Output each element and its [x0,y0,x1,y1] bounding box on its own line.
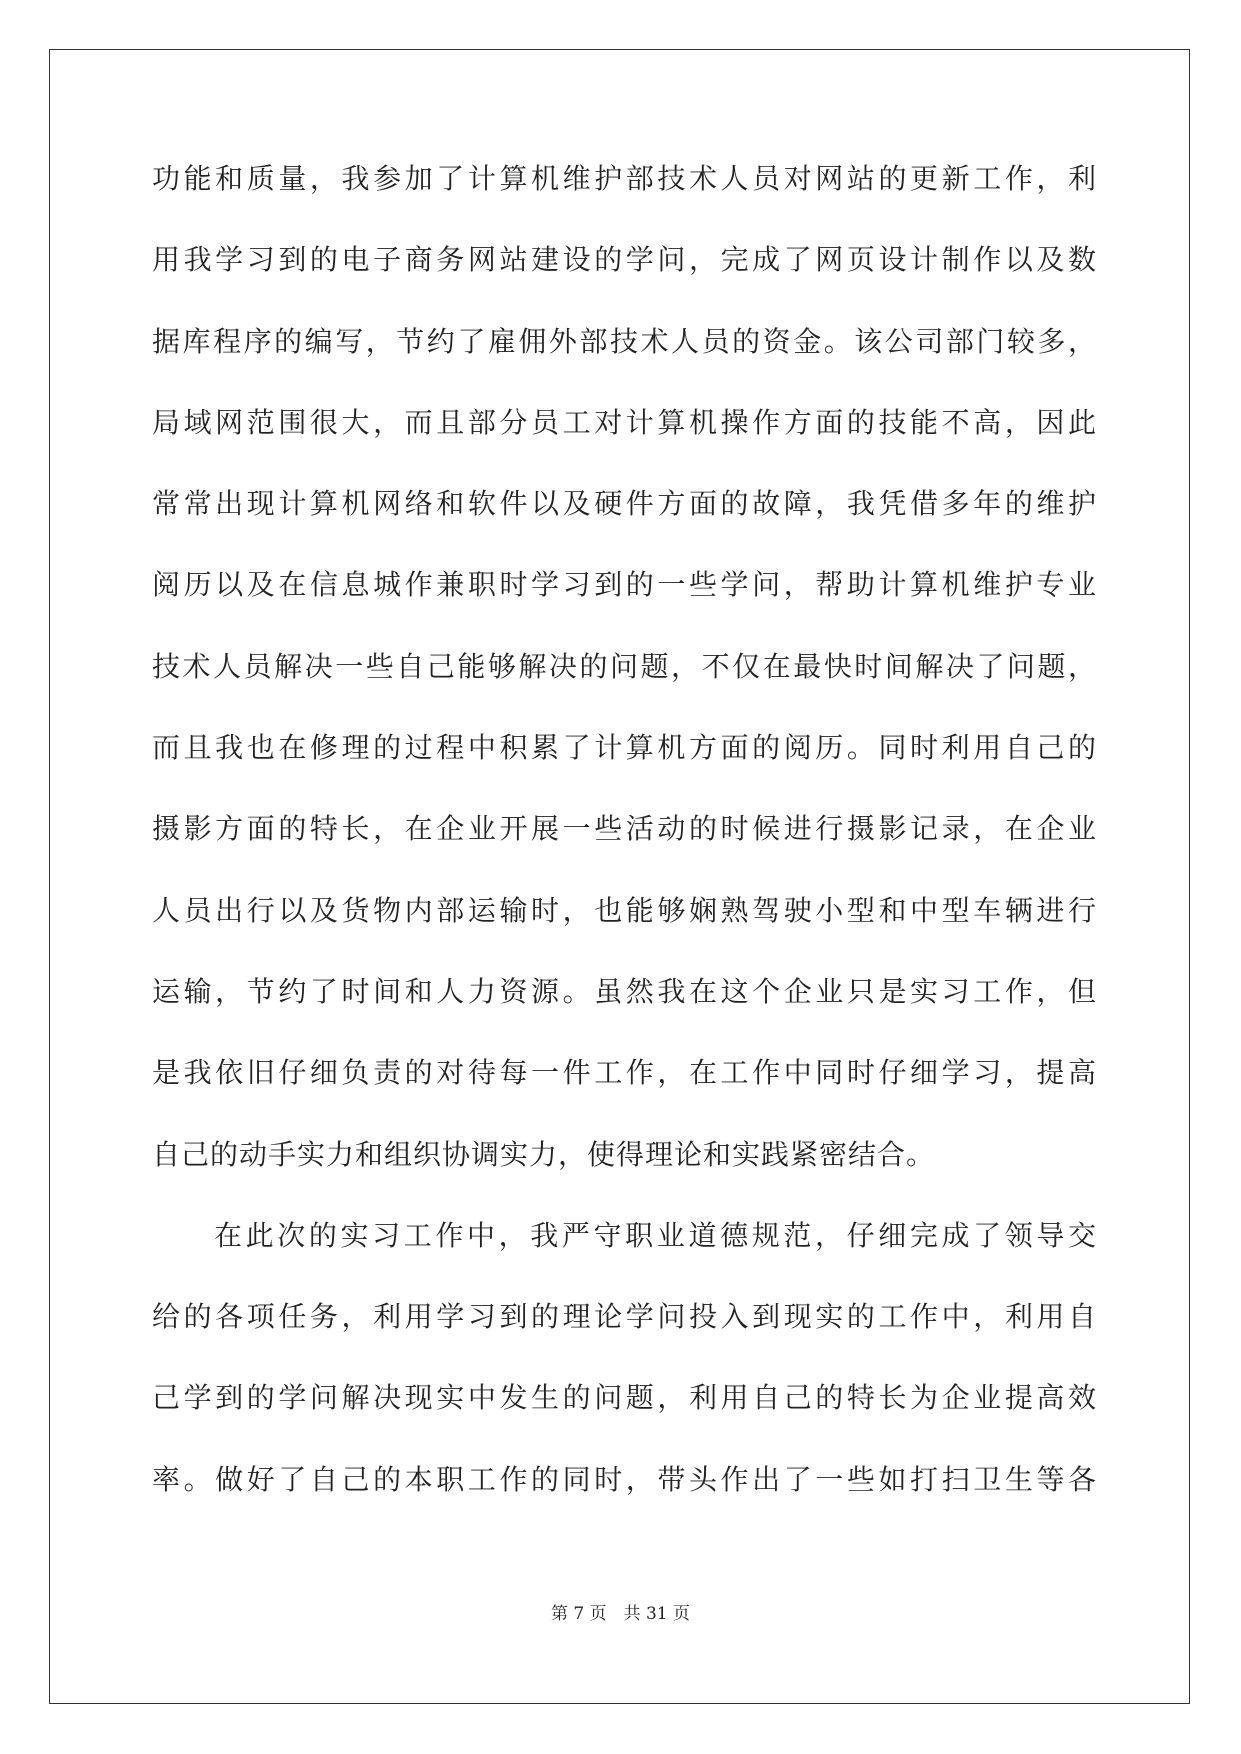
paragraph-1 [152,162,1097,1222]
text-line: 而且我也在修理的过程中积累了计算机方面的阅历。同时利用自己的 [152,731,1097,765]
text-line: 摄影方面的特长，在企业开展一些活动的时候进行摄影记录，在企业 [152,812,1097,846]
text-line: 是我依旧仔细负责的对待每一件工作，在工作中同时仔细学习，提高 [152,1056,1097,1090]
paragraph-2 [152,1218,1097,1547]
text-line: 用我学习到的电子商务网站建设的学问，完成了网页设计制作以及数 [152,243,1097,277]
text-line: 在此次的实习工作中，我严守职业道德规范，仔细完成了领导交 [214,1218,1097,1252]
text-line: 常常出现计算机网络和软件以及硬件方面的故障，我凭借多年的维护 [152,487,1097,521]
text-line: 功能和质量，我参加了计算机维护部技术人员对网站的更新工作，利 [152,162,1097,195]
document-body [152,162,1097,1547]
text-line: 局域网范围很大，而且部分员工对计算机操作方面的技能不高，因此 [152,405,1097,439]
text-line: 自己的动手实力和组织协调实力，使得理论和实践紧密结合。 [152,1137,936,1171]
text-line: 技术人员解决一些自己能够解决的问题，不仅在最快时间解决了问题， [152,649,1097,683]
text-line: 己学到的学问解决现实中发生的问题，利用自己的特长为企业提高效 [152,1381,1097,1415]
text-line: 阅历以及在信息城作兼职时学习到的一些学问，帮助计算机维护专业 [152,568,1097,602]
text-line: 据库程序的编写，节约了雇佣外部技术人员的资金。该公司部门较多， [152,324,1097,358]
text-line: 运输，节约了时间和人力资源。虽然我在这个企业只是实习工作，但 [152,974,1097,1008]
text-line: 人员出行以及货物内部运输时，也能够娴熟驾驶小型和中型车辆进行 [152,893,1097,927]
text-line: 率。做好了自己的本职工作的同时，带头作出了一些如打扫卫生等各 [152,1462,1097,1496]
page-number-footer: 第 7 页 共 31 页 [550,1604,691,1624]
text-line: 给的各项任务，利用学习到的理论学问投入到现实的工作中，利用自 [152,1300,1097,1334]
